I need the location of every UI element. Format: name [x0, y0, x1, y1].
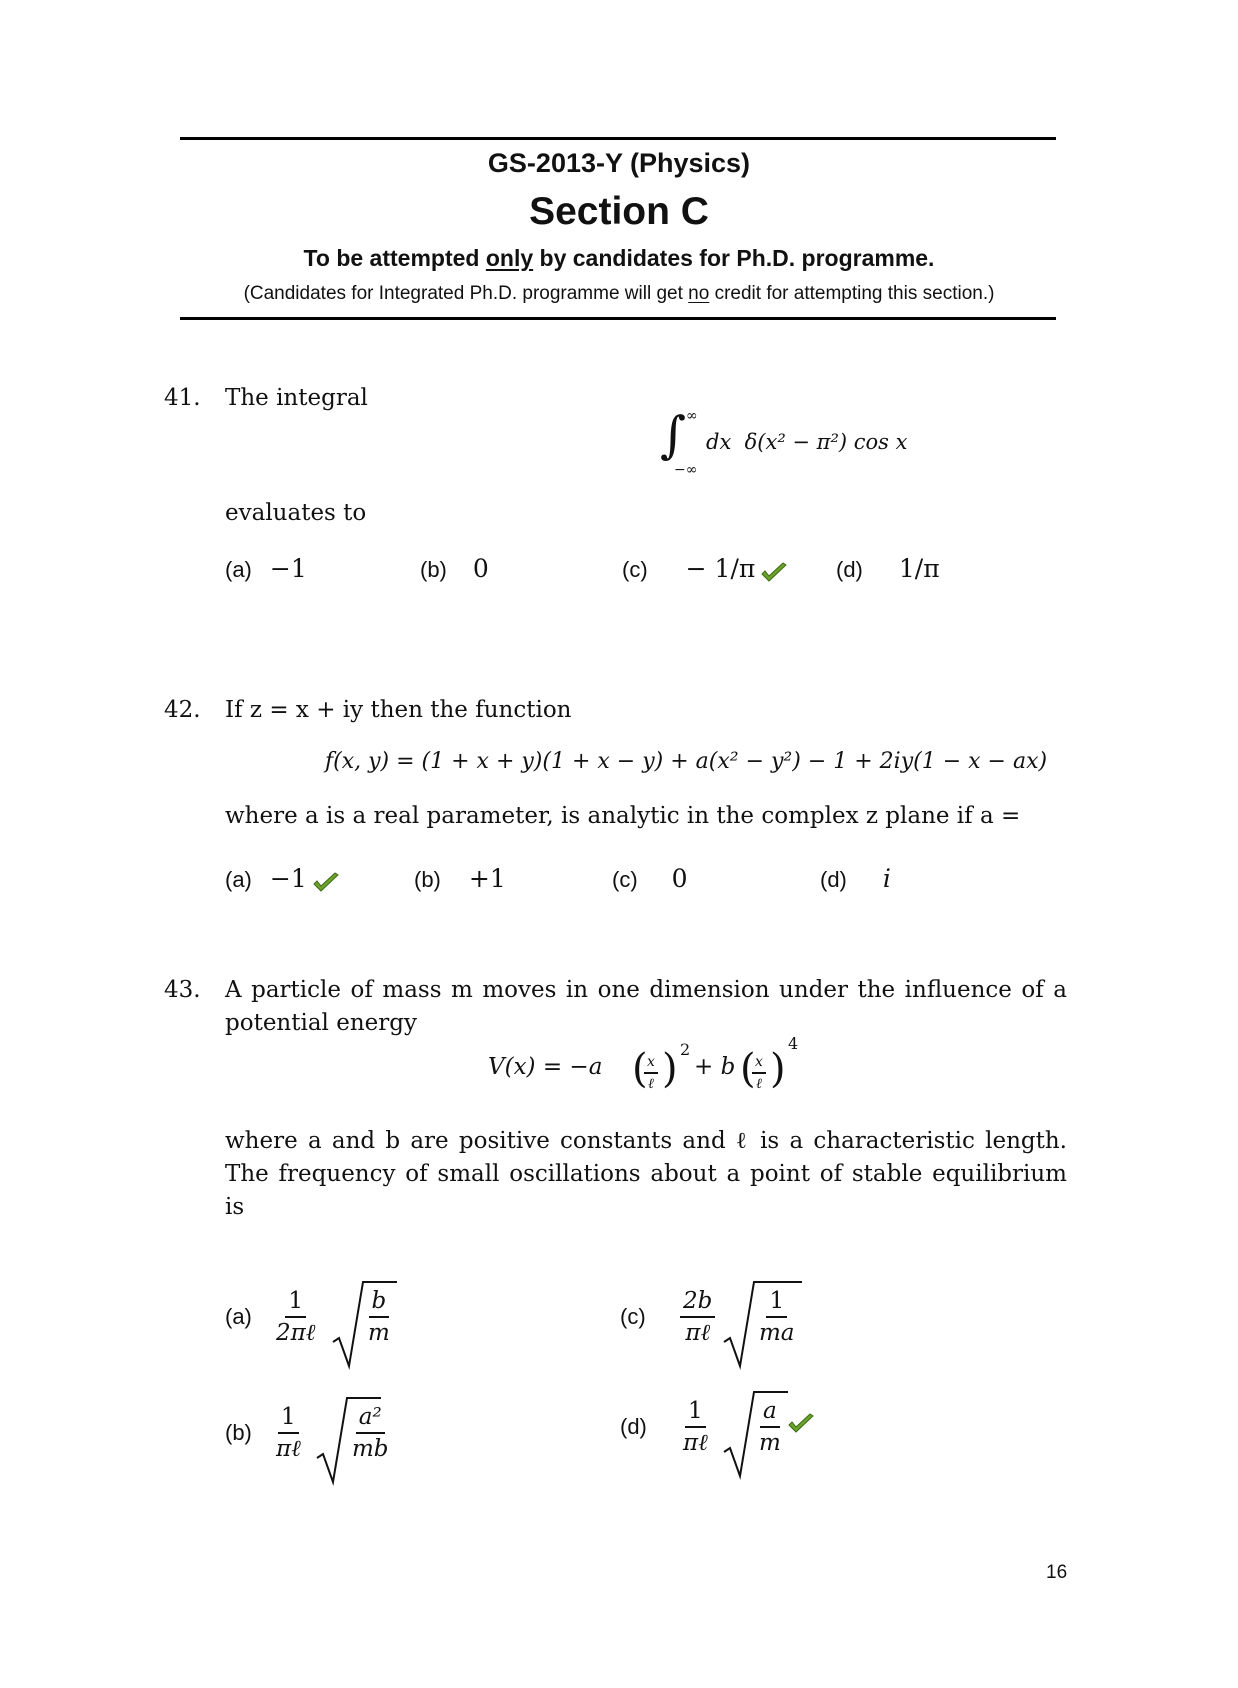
- q43-intro-line2: potential energy: [225, 1010, 417, 1036]
- q43-option-c[interactable]: [620, 1280, 820, 1370]
- q42-number: 42.: [164, 697, 201, 723]
- q43-correct-check-icon: [786, 1412, 816, 1436]
- q41-integrand: dx δ(x² − π²) cos x: [706, 430, 908, 454]
- q43-option-a-label: (a): [225, 1304, 252, 1329]
- q43-option-d-root-num: a: [760, 1398, 780, 1428]
- q43-eq-frac2-num: x: [752, 1054, 766, 1074]
- q41-outro: evaluates to: [225, 500, 367, 526]
- q41-option-a[interactable]: [225, 554, 307, 583]
- q43-eq-exp2: 4: [788, 1034, 799, 1053]
- q43-eq-mid: + b: [694, 1054, 736, 1080]
- page-number: 16: [1046, 1562, 1068, 1583]
- q43-number: 43.: [164, 977, 201, 1003]
- q41-option-d[interactable]: [836, 554, 940, 583]
- q42-option-b-value: +1: [468, 864, 506, 893]
- q43-equation: V(x) = −a ( x ℓ ) 2 + b ( x ℓ ) 4: [488, 1034, 799, 1092]
- q43-option-b[interactable]: [225, 1396, 425, 1486]
- q42-correct-check-icon: [311, 871, 341, 895]
- q43-option-a-root-den: m: [368, 1320, 390, 1346]
- q42-equation: f(x, y) = (1 + x + y)(1 + x − y) + a(x² − y²) − 1 + 2iy(1 − x − ax): [325, 749, 1048, 774]
- q41-option-d-label: (d): [836, 557, 863, 582]
- q43-eq-frac1-den: ℓ: [648, 1076, 654, 1092]
- q41-option-a-value: −1: [269, 554, 307, 583]
- q42-option-d-value: i: [882, 864, 891, 893]
- q43-intro: [225, 974, 1067, 1040]
- header-bottom-rule: [180, 317, 1056, 320]
- q42-option-a-label: (a): [225, 867, 252, 892]
- q41-option-d-value: 1/π: [898, 554, 940, 583]
- q42-outro: where a is a real parameter, is analytic in the complex z plane if a =: [225, 803, 1021, 829]
- q41-option-b[interactable]: [420, 554, 489, 583]
- q43-option-d-coef-num: 1: [685, 1398, 706, 1428]
- q41-option-b-label: (b): [420, 557, 447, 582]
- q41-number: 41.: [164, 385, 201, 411]
- q41-option-c-value: − 1/π: [685, 554, 756, 583]
- q43-eq-frac1-num: x: [644, 1054, 658, 1074]
- q43-option-c-root-num: 1: [766, 1288, 787, 1318]
- q43-option-b-label: (b): [225, 1420, 252, 1445]
- q41-equation: [660, 408, 940, 478]
- q42-option-d[interactable]: [820, 864, 891, 893]
- q41-option-c[interactable]: [622, 554, 789, 585]
- section-heading: Section C: [529, 190, 709, 233]
- q43-outro-line3: is: [225, 1194, 245, 1220]
- q43-outro-line2: The frequency of small oscillations about a point of stable equilibrium: [225, 1161, 1067, 1187]
- q43-option-b-root-num: a²: [356, 1404, 385, 1434]
- q43-option-c-coef-num: 2b: [680, 1288, 715, 1318]
- q43-option-a-coef-num: 1: [285, 1288, 306, 1318]
- q43-outro: [225, 1125, 1067, 1224]
- q43-outro-line1: where a and b are positive constants and ℓ is a characteristic length.: [225, 1128, 1067, 1154]
- q43-intro-line1: A particle of mass m moves in one dimension under the influence of a: [225, 977, 1067, 1003]
- q42-option-b-label: (b): [414, 867, 441, 892]
- q42-option-b[interactable]: [414, 864, 506, 893]
- q42-option-c-label: (c): [612, 867, 638, 892]
- q43-option-d-label: (d): [620, 1414, 647, 1439]
- q41-correct-check-icon: [759, 561, 789, 585]
- q41-option-b-value: 0: [472, 554, 489, 583]
- q43-option-d-coef-den: πℓ: [683, 1430, 708, 1456]
- section-note: [0, 283, 1238, 305]
- subtitle-post: by candidates for Ph.D. programme.: [533, 245, 935, 271]
- q41-integral-sign: ∫: [660, 406, 687, 464]
- q43-option-b-coef-den: πℓ: [276, 1436, 301, 1462]
- q43-eq-exp1: 2: [680, 1040, 691, 1059]
- q42-option-c[interactable]: [612, 864, 688, 893]
- q43-option-c-label: (c): [620, 1304, 646, 1329]
- q43-option-a[interactable]: [225, 1280, 425, 1370]
- q43-option-a-root-num: b: [369, 1288, 390, 1318]
- q41-option-a-label: (a): [225, 557, 252, 582]
- q42-option-d-label: (d): [820, 867, 847, 892]
- q43-eq-lhs: V(x) = −a: [488, 1054, 603, 1080]
- q41-option-c-label: (c): [622, 557, 648, 582]
- exam-title: GS-2013-Y (Physics): [487, 148, 751, 178]
- q43-option-b-coef-num: 1: [278, 1404, 299, 1434]
- q43-option-d-root-den: m: [759, 1430, 781, 1456]
- q43-option-a-coef-den: 2πℓ: [276, 1320, 316, 1346]
- note-pre: (Candidates for Integrated Ph.D. programme will get: [243, 283, 689, 304]
- note-post: credit for attempting this section.): [709, 283, 995, 304]
- q41-upper-limit: ∞: [686, 408, 698, 424]
- subtitle-pre: To be attempted: [303, 245, 486, 271]
- section-subtitle: [0, 245, 1238, 272]
- note-no: no: [688, 283, 710, 304]
- header-top-rule: [180, 137, 1056, 140]
- q42-option-c-value: 0: [671, 864, 688, 893]
- q41-lower-limit: −∞: [674, 462, 698, 478]
- q43-option-c-root-den: ma: [759, 1320, 795, 1346]
- q43-option-c-coef-den: πℓ: [685, 1320, 711, 1346]
- q42-option-a-value: −1: [269, 864, 307, 893]
- q43-option-b-root-den: mb: [352, 1436, 389, 1462]
- q42-option-a[interactable]: [225, 864, 341, 895]
- q43-option-d[interactable]: [620, 1390, 840, 1480]
- q41-intro: The integral: [225, 385, 368, 411]
- q42-intro: If z = x + iy then the function: [225, 697, 572, 723]
- q43-eq-frac2-den: ℓ: [756, 1076, 762, 1092]
- subtitle-only: only: [485, 245, 534, 271]
